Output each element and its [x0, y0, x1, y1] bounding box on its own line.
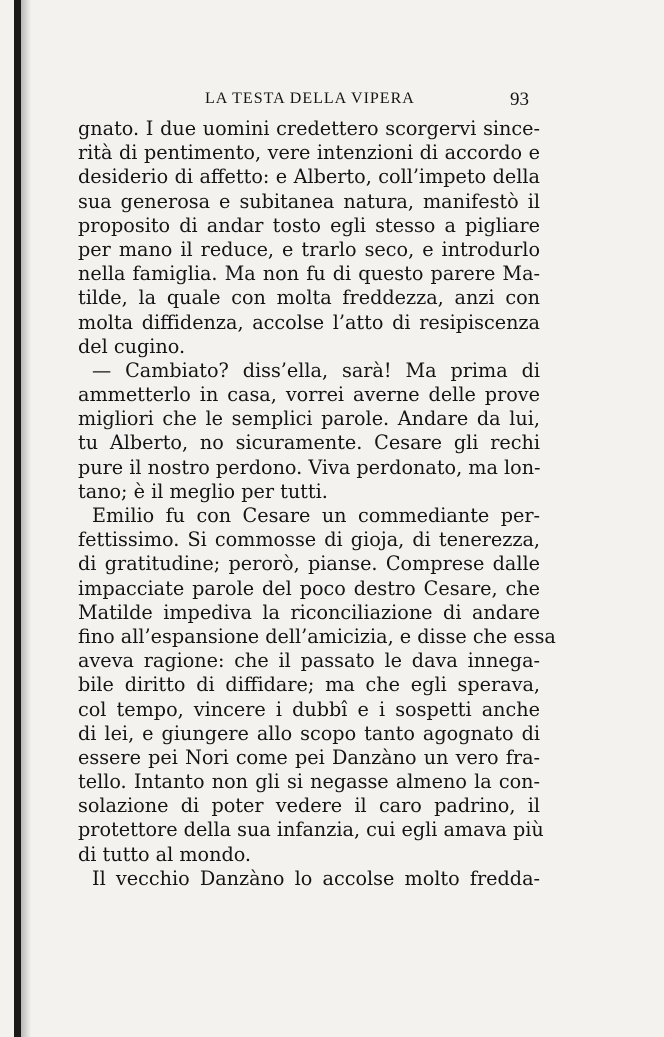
body-text — [78, 117, 556, 891]
text-line: di gratitudine; perorò, pianse. Comprese dalle — [78, 552, 540, 576]
text-line: tello. Intanto non gli si negasse almeno la con- — [78, 770, 540, 794]
text-line: tano; è il meglio per tutti. — [78, 479, 328, 503]
text-line: del cugino. — [78, 334, 186, 358]
binding-edge — [14, 0, 21, 1037]
text-line: Il vecchio Danzàno lo accolse molto fredda- — [92, 866, 540, 890]
text-line: Matilde impediva la riconciliazione di andare — [78, 600, 540, 624]
text-line: per mano il reduce, e trarlo seco, e introdurlo — [78, 237, 540, 261]
text-line: fettissimo. Si commosse di gioja, di tenerezza, — [78, 528, 540, 552]
text-line: di lei, e giungere allo scopo tanto agognato di — [78, 721, 540, 745]
text-line: fino all’espansione dell’amicizia, e disse che essa — [78, 624, 556, 648]
text-line: ammetterlo in casa, vorrei averne delle prove — [78, 383, 540, 407]
text-line: essere pei Nori come pei Danzàno un vero fra- — [78, 745, 540, 769]
page-header — [0, 90, 664, 114]
text-line: aveva ragione: che il passato le dava innega- — [78, 649, 540, 673]
text-line: solazione di poter vedere il caro padrino, il — [78, 794, 540, 818]
text-line: nella famiglia. Ma non fu di questo parere Ma- — [78, 262, 540, 286]
text-line: tu Alberto, no sicuramente. Cesare gli rechi — [78, 431, 540, 455]
text-line: gnato. I due uomini credettero scorgervi since- — [78, 117, 540, 140]
text-line: desiderio di affetto: e Alberto, coll’impeto della — [78, 165, 540, 189]
text-line: col tempo, vincere i dubbî e i sospetti anche — [78, 697, 540, 721]
text-line: di tutto al mondo. — [78, 842, 252, 866]
text-line: impacciate parole del poco destro Cesare, che — [78, 576, 540, 600]
page-number: 93 — [510, 89, 529, 110]
text-line: proposito di andar tosto egli stesso a pigliare — [78, 213, 540, 237]
text-line: — Cambiato? diss’ella, sarà! Ma prima di — [92, 358, 540, 382]
binding-shadow — [21, 0, 31, 1037]
running-title: LA TESTA DELLA VIPERA — [205, 90, 415, 107]
text-line: sua generosa e subitanea natura, manifestò il — [78, 189, 540, 213]
text-line: pure il nostro perdono. Viva perdonato, ma lon- — [78, 455, 541, 479]
text-line: tilde, la quale con molta freddezza, anzi con — [78, 286, 540, 310]
text-line: protettore della sua infanzia, cui egli amava più — [78, 818, 544, 842]
text-line: migliori che le semplici parole. Andare da lui, — [78, 407, 540, 431]
text-line: molta diffidenza, accolse l’atto di resipiscenza — [78, 310, 540, 334]
text-line: Emilio fu con Cesare un commediante per- — [92, 504, 540, 527]
text-line: bile diritto di diffidare; ma che egli sperava, — [78, 673, 540, 697]
text-line: rità di pentimento, vere intenzioni di accordo e — [78, 141, 540, 165]
